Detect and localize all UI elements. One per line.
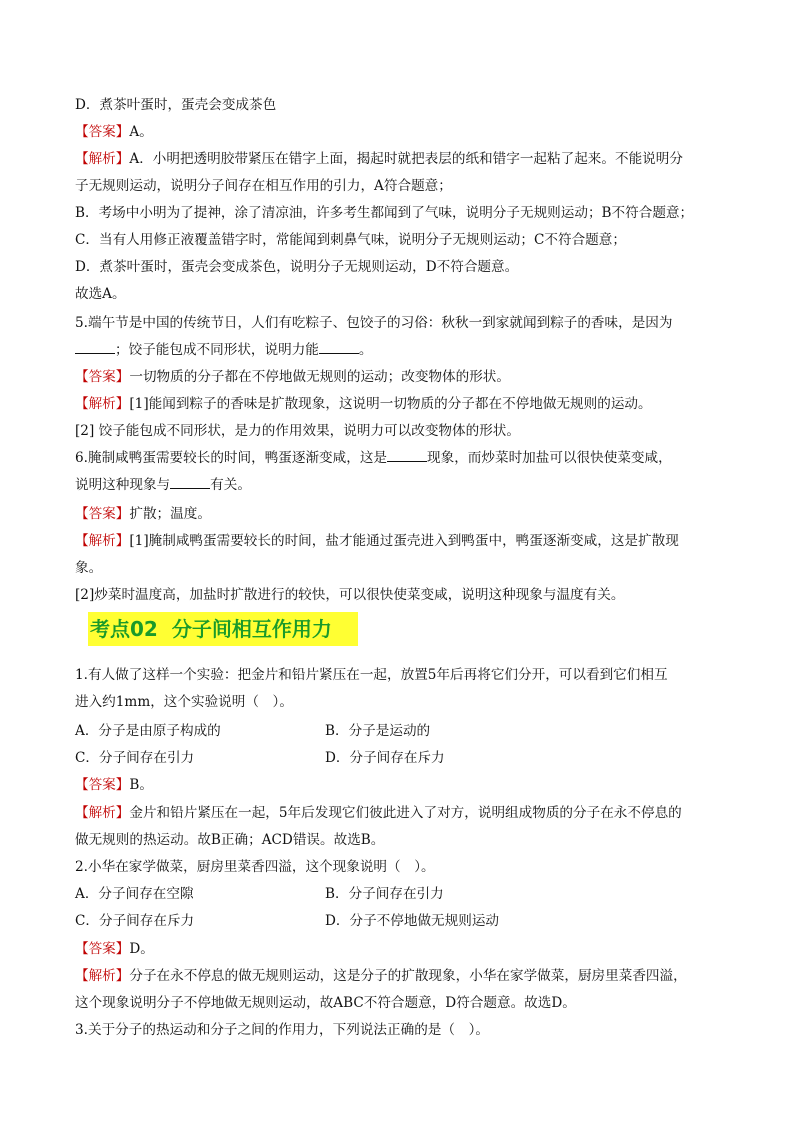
answer-text: B。 (129, 777, 153, 793)
question-1-line (75, 662, 725, 689)
answer-text: 扩散；温度。 (129, 506, 211, 522)
analysis-tag: 【解析】 (75, 533, 130, 549)
analysis-line (75, 173, 725, 200)
option-d: D．分子间存在斥力 (325, 750, 445, 766)
conclusion-line (75, 281, 725, 308)
options-row (75, 718, 725, 745)
answer-line (75, 364, 725, 391)
text: 3.关于分子的热运动和分子之间的作用力，下列说法正确的是（ ）。 (75, 1022, 489, 1038)
answer-line (75, 936, 725, 963)
question-5-line (75, 310, 725, 337)
option-d-line (75, 92, 725, 119)
analysis-text: [1]腌制咸鸭蛋需要较长的时间，盐才能通过蛋壳进入到鸭蛋中，鸭蛋逐渐变咸，这是扩散现 (129, 533, 679, 549)
analysis-line (75, 582, 725, 609)
options-row (75, 881, 725, 908)
text: 这个现象说明分子不停地做无规则运动，故ABC不符合题意，D符合题意。故选D。 (75, 995, 576, 1011)
analysis-tag: 【解析】 (75, 968, 130, 984)
options-row (75, 745, 725, 772)
text: D．煮茶叶蛋时，蛋壳会变成茶色 (75, 97, 277, 113)
analysis-line (75, 227, 725, 254)
text: 2.小华在家学做菜，厨房里菜香四溢，这个现象说明（ ）。 (75, 859, 435, 875)
analysis-line (75, 990, 725, 1017)
question-6-line (75, 445, 725, 472)
answer-tag: 【答案】 (75, 941, 130, 957)
analysis-line (75, 200, 725, 227)
text: 6.腌制咸鸭蛋需要较长的时间，鸭蛋逐渐变咸，这是 (75, 450, 388, 466)
text: C．当有人用修正液覆盖错字时，常能闻到刺鼻气味，说明分子无规则运动；C不符合题意； (75, 232, 626, 248)
answer-line (75, 772, 725, 799)
option-b: B．分子间存在引力 (325, 886, 444, 902)
text: 有关。 (210, 477, 251, 493)
section-number: 02 (130, 617, 158, 641)
text: [2] 饺子能包成不同形状，是力的作用效果，说明力可以改变物体的形状。 (75, 423, 520, 439)
question-1-line (75, 689, 725, 716)
analysis-text: A．小明把透明胶带紧压在错字上面，揭起时就把表层的纸和错字一起粘了起来。不能说明分 (129, 151, 683, 167)
fill-blank (319, 339, 359, 354)
text: 。 (358, 342, 373, 358)
text: [2]炒菜时温度高，加盐时扩散进行的较快，可以很快使菜变咸，说明这种现象与温度有关。 (75, 587, 625, 603)
section-title: 分子间相互作用力 (171, 617, 332, 641)
text: 说明这种现象与 (75, 477, 171, 493)
analysis-tag: 【解析】 (75, 805, 130, 821)
text: B．考场中小明为了提神，涂了清凉油，许多考生都闻到了气味，说明分子无规则运动；B不符合题意； (75, 205, 694, 221)
fill-blank (387, 447, 427, 462)
analysis-line (75, 254, 725, 281)
text: 做无规则的热运动。故B正确；ACD错误。故选B。 (75, 832, 385, 848)
text: 进入约1mm，这个实验说明（ ）。 (75, 694, 293, 710)
section-label: 考点 (90, 617, 130, 641)
analysis-line (75, 528, 725, 555)
question-2-line (75, 854, 725, 881)
option-d: D．分子不停地做无规则运动 (325, 913, 500, 929)
text: 5.端午节是中国的传统节日，人们有吃粽子、包饺子的习俗：秋秋一到家就闻到粽子的香味，是因为 (75, 315, 673, 331)
answer-tag: 【答案】 (75, 506, 130, 522)
analysis-text: [1]能闻到粽子的香味是扩散现象，这说明一切物质的分子都在不停地做无规则的运动。 (129, 396, 652, 412)
text: 象。 (75, 560, 103, 576)
answer-line (75, 119, 725, 146)
answer-text: D。 (129, 941, 154, 957)
analysis-line (75, 827, 725, 854)
text: D．煮茶叶蛋时，蛋壳会变成茶色，说明分子无规则运动，D不符合题意。 (75, 259, 519, 275)
analysis-line (75, 146, 725, 173)
answer-tag: 【答案】 (75, 369, 130, 385)
analysis-tag: 【解析】 (75, 396, 130, 412)
option-c: C．分子间存在斥力 (75, 913, 195, 929)
option-a: A．分子间存在空隙 (75, 886, 194, 902)
analysis-line (75, 555, 725, 582)
fill-blank (170, 474, 210, 489)
option-c: C．分子间存在引力 (75, 750, 195, 766)
answer-text: A。 (129, 124, 153, 140)
text: 故选A。 (75, 286, 126, 302)
analysis-line (75, 800, 725, 827)
analysis-text: 分子在永不停息的做无规则运动，这是分子的扩散现象，小华在家学做菜，厨房里菜香四溢， (129, 968, 687, 984)
question-6-line (75, 472, 725, 499)
answer-tag: 【答案】 (75, 124, 130, 140)
text: 1.有人做了这样一个实验：把金片和铅片紧压在一起，放置5年后再将它们分开，可以看到它们相互 (75, 667, 668, 683)
text: 现象，而炒菜时加盐可以很快使菜变咸， (427, 450, 672, 466)
section-heading (88, 612, 358, 646)
analysis-line (75, 391, 725, 418)
analysis-line (75, 963, 725, 990)
analysis-text: 金片和铅片紧压在一起，5年后发现它们彼此进入了对方，说明组成物质的分子在永不停息的 (129, 805, 682, 821)
analysis-line (75, 418, 725, 445)
analysis-tag: 【解析】 (75, 151, 130, 167)
answer-text: 一切物质的分子都在不停地做无规则的运动；改变物体的形状。 (129, 369, 510, 385)
option-b: B．分子是运动的 (325, 723, 431, 739)
options-row (75, 908, 725, 935)
answer-line (75, 501, 725, 528)
text: 子无规则运动，说明分子间存在相互作用的引力，A符合题意； (75, 178, 452, 194)
option-a: A．分子是由原子构成的 (75, 723, 221, 739)
text: ；饺子能包成不同形状，说明力能 (115, 342, 319, 358)
question-3-line (75, 1017, 725, 1044)
question-5-line (75, 337, 725, 364)
fill-blank (75, 339, 115, 354)
answer-tag: 【答案】 (75, 777, 130, 793)
